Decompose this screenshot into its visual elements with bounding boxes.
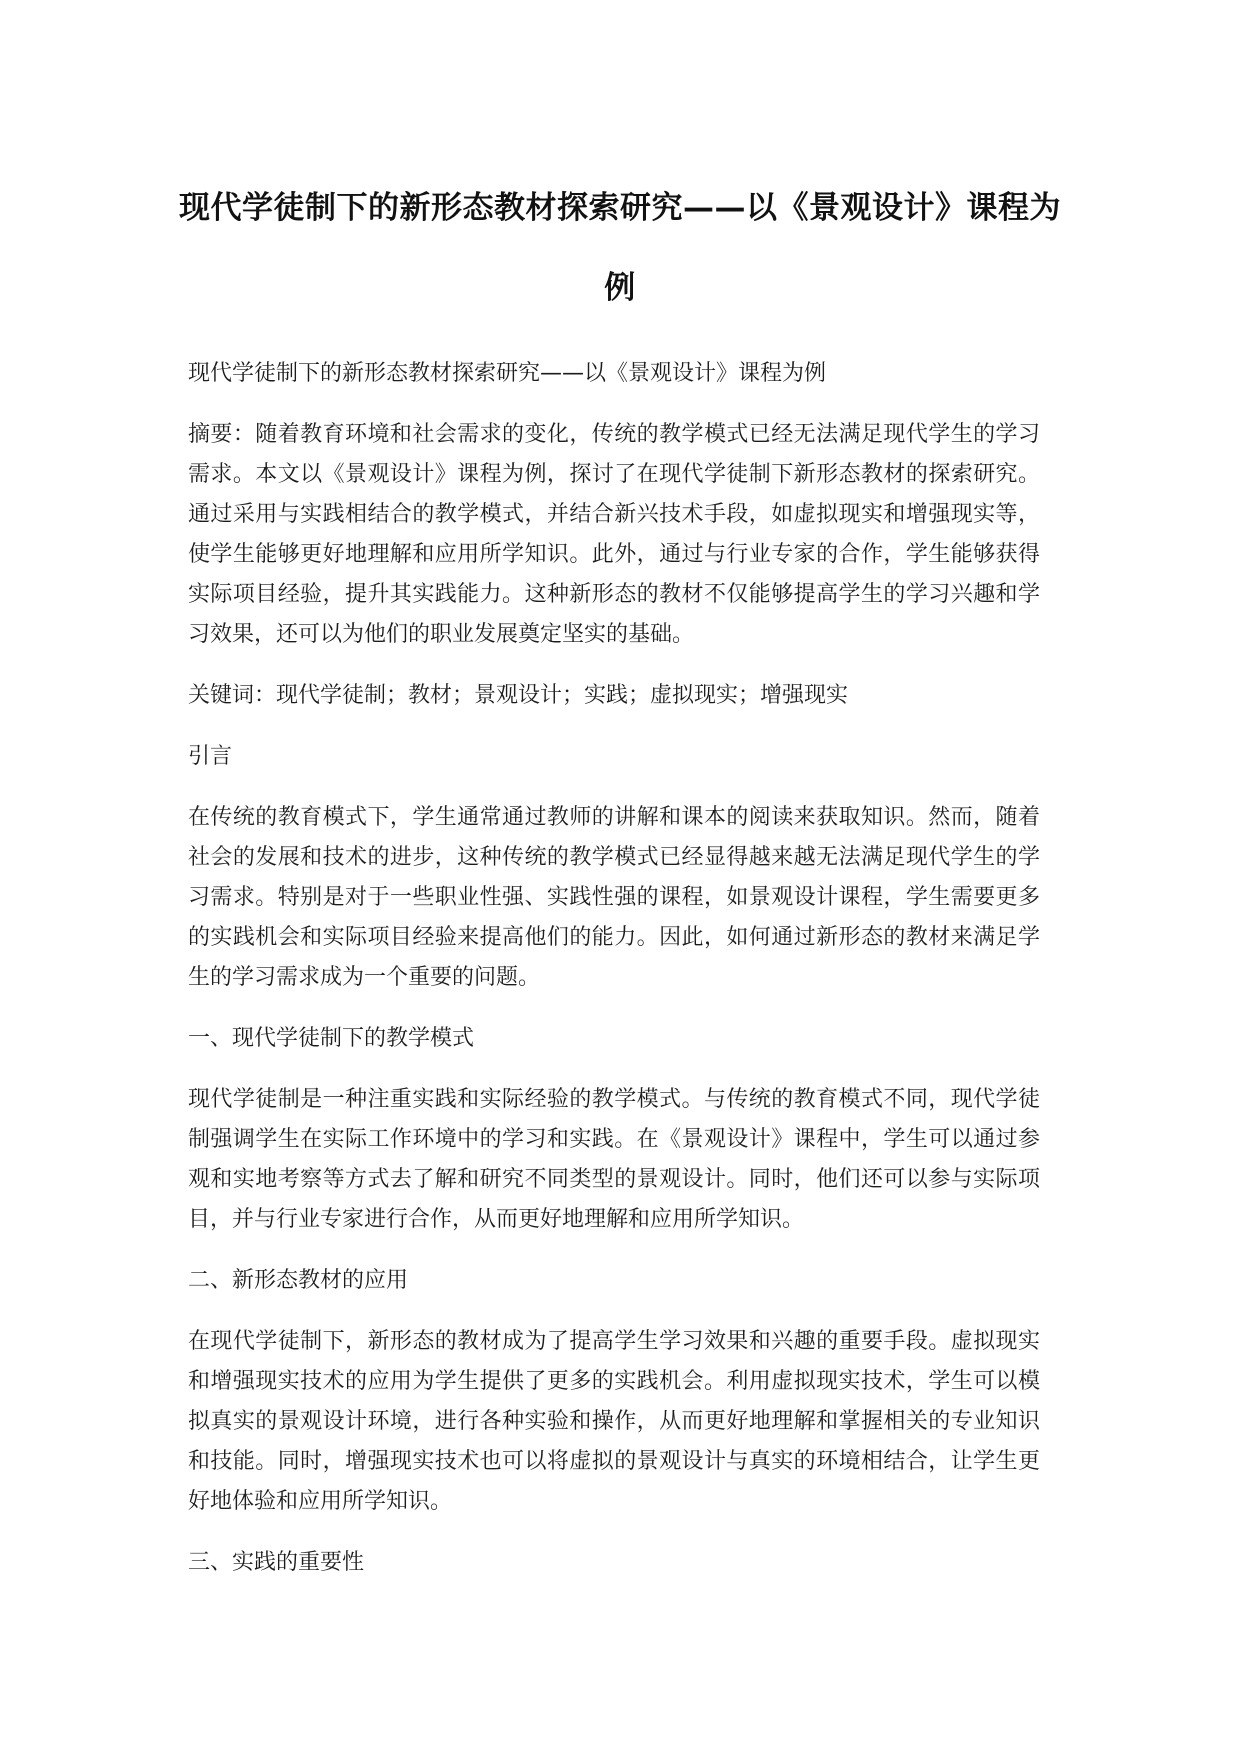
- section-1-paragraph: 现代学徒制是一种注重实践和实际经验的教学模式。与传统的教育模式不同，现代学徒制强调学生在实际工作环境中的学习和实践。在《景观设计》课程中，学生可以通过参观和实地考察等方式去了解和研究不同类型的景观设计。同时，他们还可以参与实际项目，并与行业专家进行合作，从而更好地理解和应用所学知识。: [188, 1087, 1040, 1232]
- intro-heading: 引言: [188, 744, 233, 769]
- keywords-line: 关键词：现代学徒制；教材；景观设计；实践；虚拟现实；增强现实: [188, 683, 849, 708]
- section-2-heading: 二、新形态教材的应用: [188, 1268, 409, 1293]
- intro-paragraph: 在传统的教育模式下，学生通常通过教师的讲解和课本的阅读来获取知识。然而，随着社会的发展和技术的进步，这种传统的教学模式已经显得越来越无法满足现代学生的学习需求。特别是对于一些职业性强、实践性强的课程，如景观设计课程，学生需要更多的实践机会和实际项目经验来提高他们的能力。因此，如何通过新形态的教材来满足学生的学习需求成为一个重要的问题。: [188, 805, 1040, 990]
- repeated-title-line: 现代学徒制下的新形态教材探索研究——以《景观设计》课程为例: [188, 361, 827, 386]
- section-3-heading: 三、实践的重要性: [188, 1550, 365, 1575]
- abstract-paragraph: 摘要：随着教育环境和社会需求的变化，传统的教学模式已经无法满足现代学生的学习需求。本文以《景观设计》课程为例，探讨了在现代学徒制下新形态教材的探索研究。通过采用与实践相结合的教学模式，并结合新兴技术手段，如虚拟现实和增强现实等，使学生能够更好地理解和应用所学知识。此外，通过与行业专家的合作，学生能够获得实际项目经验，提升其实践能力。这种新形态的教材不仅能够提高学生的学习兴趣和学习效果，还可以为他们的职业发展奠定坚实的基础。: [188, 422, 1040, 647]
- section-2-paragraph: 在现代学徒制下，新形态的教材成为了提高学生学习效果和兴趣的重要手段。虚拟现实和增强现实技术的应用为学生提供了更多的实践机会。利用虚拟现实技术，学生可以模拟真实的景观设计环境，进行各种实验和操作，从而更好地理解和掌握相关的专业知识和技能。同时，增强现实技术也可以将虚拟的景观设计与真实的环境相结合，让学生更好地体验和应用所学知识。: [188, 1329, 1040, 1514]
- section-1-heading: 一、现代学徒制下的教学模式: [188, 1026, 475, 1051]
- document-title: 现代学徒制下的新形态教材探索研究——以《景观设计》课程为例: [179, 190, 1061, 306]
- document-body: [188, 354, 1040, 1604]
